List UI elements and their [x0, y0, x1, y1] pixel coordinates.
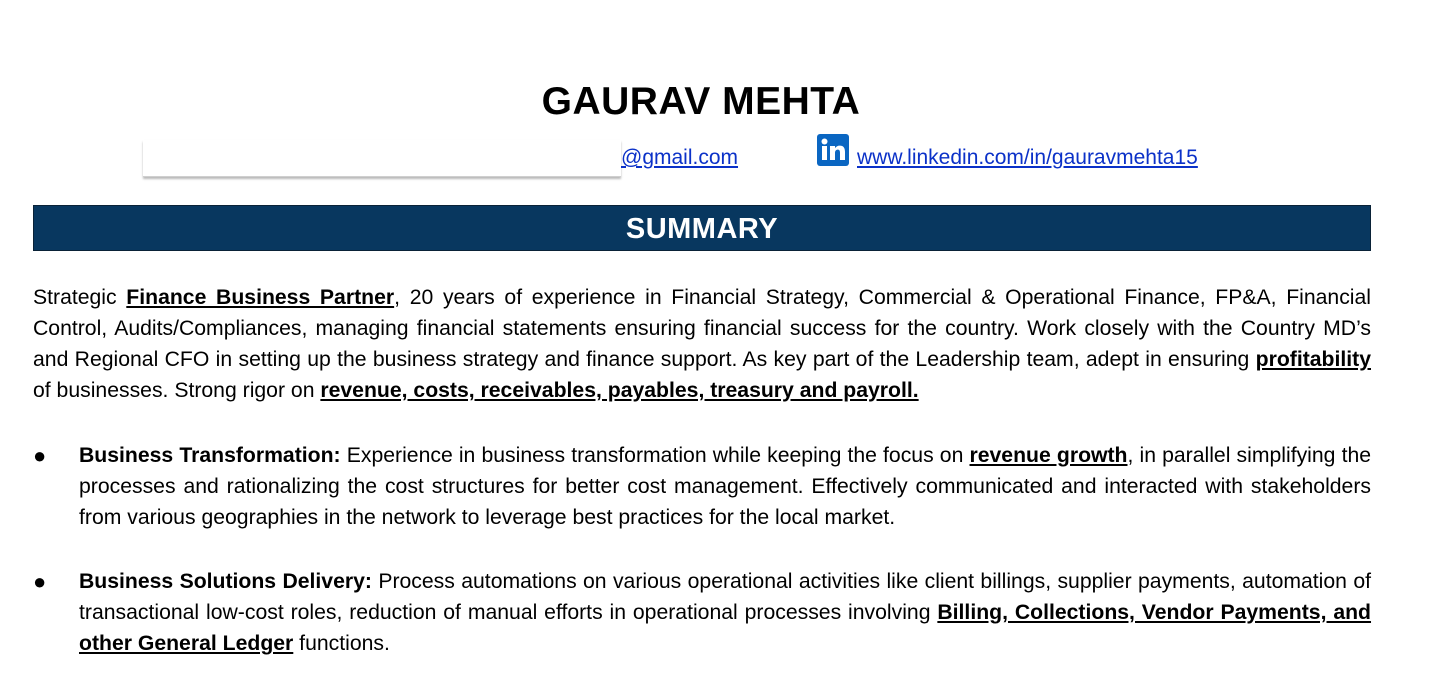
bullet-body-1: Experience in business transformation while keeping the focus on [340, 444, 970, 467]
candidate-name: GAURAV MEHTA [541, 80, 861, 123]
summary-intro-paragraph [33, 282, 1371, 406]
linkedin-icon[interactable] [817, 134, 849, 166]
intro-text-3: of businesses. Strong rigor on [33, 379, 321, 402]
bullet-body-1: Process automations on various operational activities like client billings, supplier payments, automation of transactional low-cost roles, reduction of manual efforts in operational processes involving [79, 570, 1371, 624]
intro-highlight-rigor: revenue, costs, receivables, payables, treasury and payroll. [320, 379, 919, 402]
summary-banner [33, 205, 1371, 251]
bullet-title: Business Solutions Delivery: [79, 570, 372, 593]
bullet-highlight: revenue growth [969, 444, 1128, 467]
intro-highlight-profitability: profitability [1255, 348, 1371, 371]
bullet-body-2: , in parallel simplifying the processes and rationalizing the cost structures for better cost management. Effectively communicated and interacted with stakeholders from various geographies in the network to leverage best practices for the local market. [79, 444, 1372, 529]
bullet-dot-icon: ● [33, 443, 47, 468]
intro-highlight-role: Finance Business Partner [126, 286, 395, 309]
bullet-title: Business Transformation: [79, 444, 341, 467]
summary-heading: SUMMARY [625, 213, 779, 245]
linkedin-link[interactable]: www.linkedin.com/in/gauravmehta15 [857, 146, 1198, 169]
bullet-highlight: Billing, Collections, Vendor Payments, and other General Ledger [79, 601, 1372, 655]
intro-text-1: Strategic [33, 286, 127, 309]
bullet-dot-icon: ● [33, 569, 47, 594]
bullet-text [79, 566, 1371, 659]
bullet-body-2: functions. [293, 632, 390, 655]
redacted-email-area [143, 140, 621, 177]
bullet-text [79, 440, 1371, 533]
intro-text-2: , 20 years of experience in Financial Strategy, Commercial & Operational Finance, FP&A, Financial Control, Audits/Compliances, managing financial statements ensuring financial success for the country. Work closely with the Country MD’s and Regional CFO in setting up the business strategy and finance support. As key part of the Leadership team, adept in ensuring [33, 286, 1372, 371]
email-link[interactable]: @gmail.com [621, 146, 739, 169]
